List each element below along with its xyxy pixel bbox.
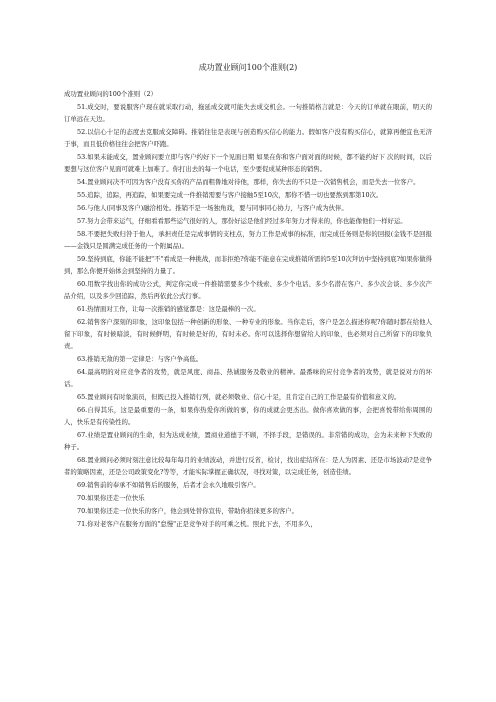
body-paragraph: 70.如果你还走一位快乐的客户，他会到处替你宣传，带助你招徕更多的客户。 <box>77 507 299 515</box>
body-paragraph: 55.追踪，追踪，再追踪，如果要完成一件推销需要与客户接触5至10次，那你不惜一切也要熬到那第10次。 <box>77 191 383 199</box>
body-paragraph: 67.业绩是置业顾问的生命，但为达成业绩，置商业道德于不顾，不择手段，是错误的。非常错的成功，会为未来种下失败的种子。 <box>64 431 432 451</box>
body-paragraph: 68.置业顾问必须时刻注意比较每年每月的业绩波动，并进行反省，检讨，找出症结所在：是人为因素、还是市场波动?是竞争者的策略因素，还是公司政策变化?等等，才能实际掌握正确状况，寻找对策，以完成任务，创造佳绩。 <box>64 456 432 476</box>
body-paragraph: 56.与他人(同事及客户)融洽相处。推销不是一场独角戏，要与同事同心协力，与客户成为伙伴。 <box>77 204 348 212</box>
body-paragraph: 59.坚持到底，你能不能把"不"看成是一种挑战，而非拒绝?你能不能意在完成推销所需的5至10次拜访中坚持到底?如果你做得到，那么你便开始体会到坚持的力量了。 <box>64 255 432 275</box>
body-paragraph: 70.如果你还走一位快乐 <box>77 494 145 502</box>
body-paragraph: 53.如果未能成交，置业顾问要立即与客户约好下一个见面日期 如果在你和客户面对面的时候，都不能约好下 次的时间，以后要想与这位客户见面可就难上加难了。你打出去的每一个电话，至少要促成某种形态的销售。 <box>64 153 432 173</box>
document-subtitle: 成功置业顾问的100个准则（2） <box>64 90 157 98</box>
body-paragraph: 63.推销无敌的第一定律是：与客户争高低。 <box>77 355 203 363</box>
body-paragraph: 71.你对老客户在服务方面的"怠慢"正是竞争对手的可乘之机。照此下去，不用多久， <box>77 520 317 528</box>
body-paragraph: 65.置业顾问有时象演员，但既已投入推销行列，就必须敬业、信心十足，且肯定自己的工作是最有价值和意义的。 <box>77 393 401 401</box>
body-paragraph: 54.置业顾问决不可因为客户没有买你的产品而粗鲁地对待他，那样，你失去的不只是一次销售机会，而是失去一位客户。 <box>77 178 420 186</box>
body-paragraph: 66.自得其乐，这是最重要的一条，如果你热爱你所做的事，你的成就会更杰出。做你喜欢做的事，会把喜悦带给你周围的人，快乐是有传染性的。 <box>64 406 432 426</box>
body-paragraph: 58.不要把失败归咎于他人，承担责任是完成事情的支柱点，努力工作是成事的标准，而完成任务则是你的回报(金钱不是回报——金钱只是圆满完成任务的一个附属品)。 <box>64 230 432 250</box>
body-paragraph: 61.热情面对工作，让每一次推销的感觉都是：这是最棒的一次。 <box>77 305 260 313</box>
body-paragraph: 64.最高明的对应竞争者的攻势，就是风度、商品、热诚服务及敬业的精神。最番味的应付竞争者的攻势，就是说对方的坏话。 <box>64 368 432 388</box>
body-paragraph: 51.成交时，要说服客户现在就采取行动，拖延成交就可能失去成交机会。一句推销格言就是：今天的订单就在眼前，明天的订单远在天边。 <box>64 103 432 123</box>
document-body <box>64 101 432 530</box>
body-paragraph: 62.销售客户深刻的印象，这印象包括一种创新的形象、一种专业的形象。当你走后，客户是怎么描述你呢?你随时都在给他人留下印象，有时候暗淡，有时候鲜明，有时候是好的，有时未必。你可以选择你想留给人的印象，也必须对自己所留下的印象负责。 <box>64 318 432 350</box>
body-paragraph: 52.以信心十足的态度去克服成交障碍。推销往往是表现与创造购买信心的能力。假如客户没有购买信心，就算再便宜也无济于事，而且低价格往往会把客户吓跑。 <box>64 128 432 148</box>
document-title: 成功置业顾问100个准则(2) <box>198 63 298 72</box>
body-paragraph: 57.努力会带来运气，仔细看看那些运气很好的人，那份好运是他们经过多年努力才得来的，你也能像他们一样好运。 <box>77 217 407 225</box>
body-paragraph: 69.销售前的奉承不如销售后的服务，后者才会永久地吸引客户。 <box>77 481 260 489</box>
body-paragraph: 60.用数字找出你的成功公式，判定你完成一件推销需要多少个线索、多少个电话、多少名潜在客户、多少次会谈、多少次产品介绍，以及多少回追踪，然后再依此公式行事。 <box>64 280 432 300</box>
